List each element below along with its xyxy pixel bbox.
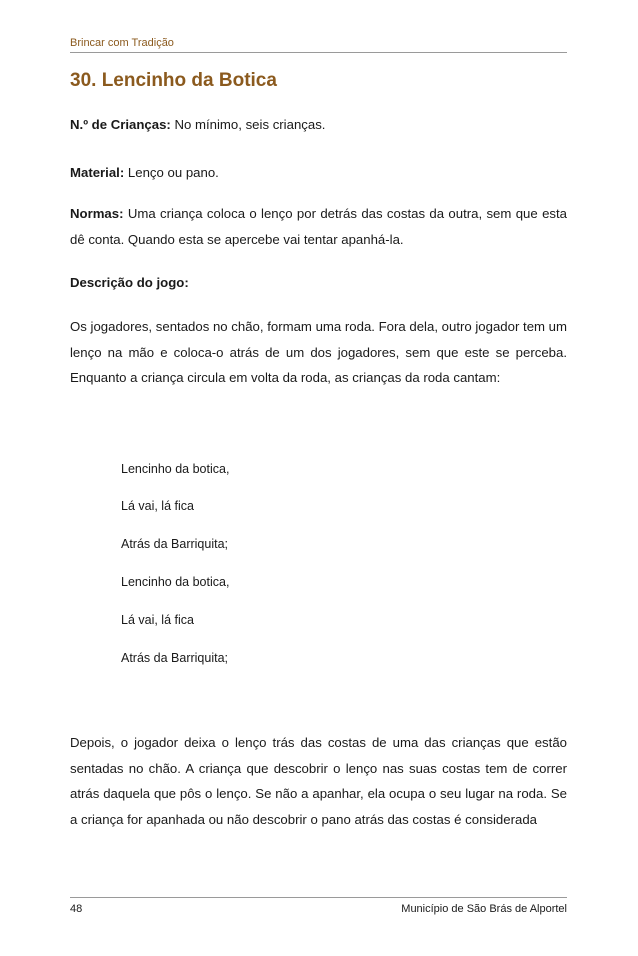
footer-publisher: Município de São Brás de Alportel (401, 903, 567, 915)
page-number: 48 (70, 903, 83, 915)
footer-divider (70, 897, 567, 898)
intro-paragraph: Os jogadores, sentados no chão, formam uma roda. Fora dela, outro jogador tem um lenço na mão e coloca-o atrás de um dos jogadores, sem que este se perceba. Enquanto a criança circula em volta da roda, as crianças da roda cantam: (70, 319, 567, 385)
song-line: Lencinho da botica, (121, 575, 230, 589)
song-line: Lá vai, lá fica (121, 499, 194, 513)
children-count-label: N.º de Crianças: (70, 117, 171, 132)
material-value: Lenço ou pano. (127, 165, 219, 180)
rules-label: Normas: (70, 206, 124, 221)
rules-value: Uma criança coloca o lenço por detrás das costas da outra, sem que esta dê conta. Quando esta se apercebe vai tentar apanhá-la. (70, 206, 567, 247)
description-heading (70, 270, 567, 296)
section-title: 30. Lencinho da Botica (70, 70, 277, 91)
children-count-value: No mínimo, seis crianças. (174, 117, 326, 132)
outro-paragraph: Depois, o jogador deixa o lenço trás das costas de uma das crianças que estão sentadas no chão. A criança que descobrir o lenço nas suas costas tem de correr atrás daquela que pôs o lenço. Se não a apanhar, ela ocupa o seu lugar na roda. Se a criança for apanhada ou não descobrir o pano atrás das costas é considerada (70, 735, 567, 827)
material-line (70, 160, 567, 186)
song-line: Atrás da Barriquita; (121, 537, 228, 551)
running-header: Brincar com Tradição (70, 37, 174, 49)
description-label: Descrição do jogo: (70, 275, 189, 290)
header-divider (70, 52, 567, 53)
song-line: Lencinho da botica, (121, 462, 230, 476)
children-count-line (70, 112, 567, 138)
song-line: Lá vai, lá fica (121, 613, 194, 627)
rules-paragraph (70, 201, 567, 252)
material-label: Material: (70, 165, 125, 180)
song-line: Atrás da Barriquita; (121, 651, 228, 665)
